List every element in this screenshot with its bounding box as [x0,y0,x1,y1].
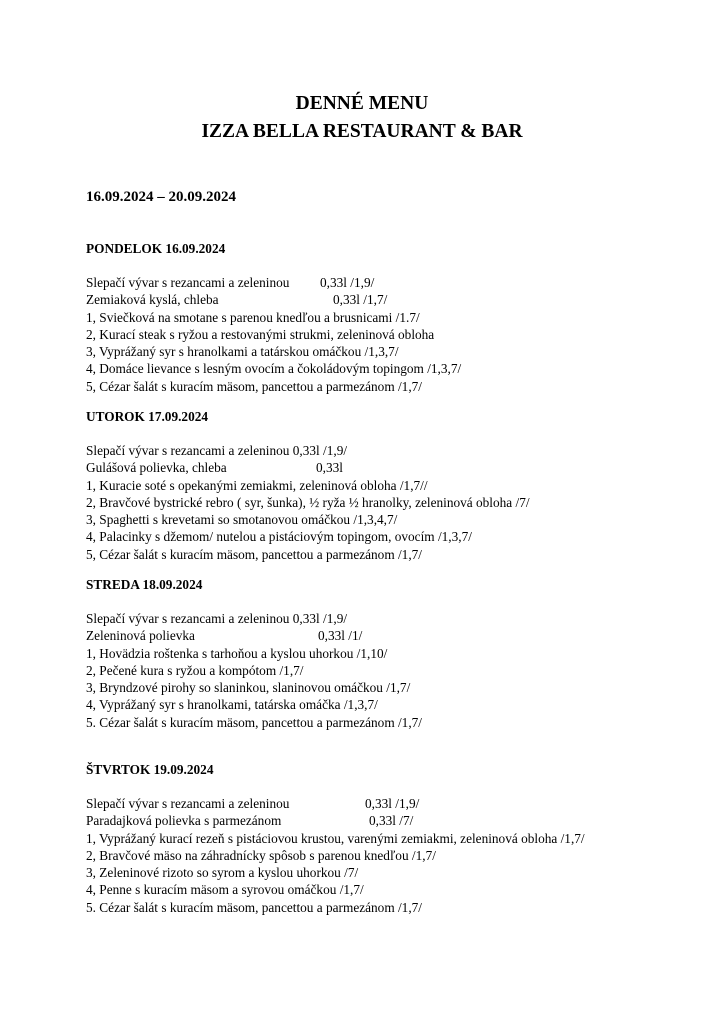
restaurant-name: IZZA BELLA RESTAURANT & BAR [201,121,523,142]
soup-name: Paradajková polievka s parmezánom [86,813,282,829]
soup-volume: 0,33l /7/ [369,813,414,829]
soup-item [86,627,706,644]
soup-item [86,610,706,627]
day-section-thursday [86,763,706,916]
soup-name: Slepačí vývar s rezancami a zeleninou 0,33l /1,9/ [86,443,348,458]
main-dish-item: 1, Sviečková na smotane s parenou knedľou a brusnicami /1.7/ [86,309,420,325]
soup-name: Gulášová polievka, chleba [86,460,227,476]
main-dish-item: 2, Pečené kura s ryžou a kompótom /1,7/ [86,662,304,678]
main-dish-item: 4, Penne s kuracím mäsom a syrovou omáčkou /1,7/ [86,882,364,898]
main-dish-item: 4, Vyprážaný syr s hranolkami, tatárska omáčka /1,3,7/ [86,697,378,713]
day-section-monday [86,242,706,395]
soup-volume: 0,33l /1,7/ [333,292,388,308]
main-dish-item: 3, Bryndzové pirohy so slaninkou, slaninovou omáčkou /1,7/ [86,680,411,696]
main-dish-item: 2, Kurací steak s ryžou a restovanými strukmi, zeleninová obloha [86,326,435,342]
soup-volume: 0,33l [316,460,343,476]
soup-volume: 0,33l /1,9/ [365,796,420,811]
main-dish-item: 4, Palacinky s džemom/ nutelou a pistáciovým topingom, ovocím /1,3,7/ [86,529,472,545]
date-range: 16.09.2024 – 20.09.2024 [86,189,236,205]
main-dish-item: 1, Vyprážaný kurací rezeň s pistáciovou krustou, varenými zemiakmi, zeleninová obloha /1,7/ [86,830,585,846]
soup-name: Slepačí vývar s rezancami a zeleninou 0,33l /1,9/ [86,611,348,626]
main-dish-item: 2, Bravčové mäso na záhradnícky spôsob s parenou knedľou /1,7/ [86,847,436,863]
day-section-wednesday [86,578,706,731]
soup-name: Slepačí vývar s rezancami a zeleninou [86,275,290,290]
main-dish-item: 3, Spaghetti s krevetami so smotanovou omáčkou /1,3,4,7/ [86,512,398,528]
soup-item [86,274,706,291]
day-section-tuesday [86,410,706,563]
soup-item [86,459,706,476]
soup-name: Slepačí vývar s rezancami a zeleninou [86,796,290,811]
soup-item [86,291,706,308]
day-heading: STREDA 18.09.2024 [86,577,203,592]
main-dish-item: 2, Bravčové bystrické rebro ( syr, šunka), ½ ryža ½ hranolky, zeleninová obloha /7/ [86,494,530,510]
main-dish-item: 1, Kuracie soté s opekanými zemiakmi, zeleninová obloha /1,7// [86,477,428,493]
day-heading: PONDELOK 16.09.2024 [86,241,226,256]
soup-name: Zemiaková kyslá, chleba [86,292,219,308]
soup-item [86,812,706,829]
main-dish-item: 3, Vyprážaný syr s hranolkami a tatárskou omáčkou /1,3,7/ [86,344,399,360]
main-dish-item: 1, Hovädzia roštenka s tarhoňou a kyslou uhorkou /1,10/ [86,645,388,661]
main-dish-item: 3, Zeleninové rizoto so syrom a kyslou uhorkou /7/ [86,865,359,881]
day-heading: UTOROK 17.09.2024 [86,409,209,424]
main-dish-item: 5. Cézar šalát s kuracím mäsom, pancettou a parmezánom /1,7/ [86,714,422,730]
main-dish-item: 4, Domáce lievance s lesným ovocím a čokoládovým topingom /1,3,7/ [86,361,462,377]
main-dish-item: 5, Cézar šalát s kuracím mäsom, pancettou a parmezánom /1,7/ [86,378,422,394]
soup-item [86,795,706,812]
soup-volume: 0,33l /1,9/ [320,275,375,290]
menu-title: DENNÉ MENU [295,93,429,114]
main-dish-item: 5, Cézar šalát s kuracím mäsom, pancettou a parmezánom /1,7/ [86,546,422,562]
soup-item [86,442,706,459]
main-dish-item: 5. Cézar šalát s kuracím mäsom, pancettou a parmezánom /1,7/ [86,899,422,915]
soup-name: Zeleninová polievka [86,628,195,644]
soup-volume: 0,33l /1/ [318,628,363,644]
day-heading: ŠTVRTOK 19.09.2024 [86,762,214,777]
